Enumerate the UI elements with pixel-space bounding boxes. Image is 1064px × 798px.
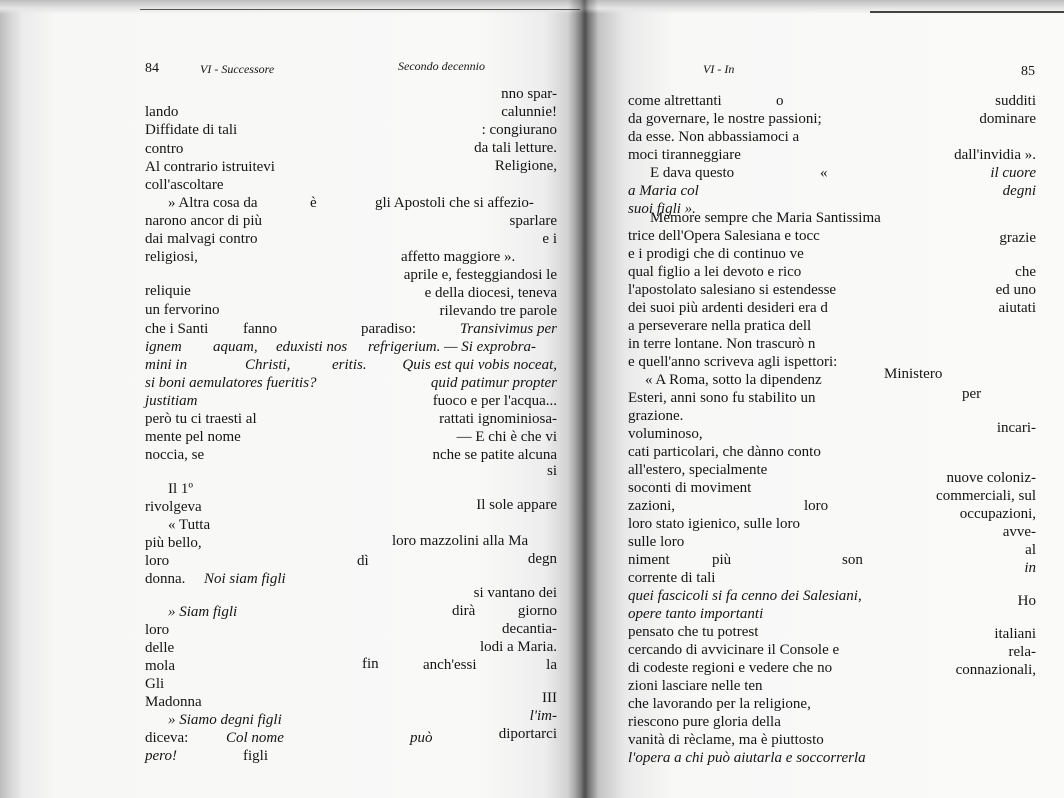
text-line: rilevando tre parole: [439, 303, 557, 319]
text-line: la: [546, 657, 557, 673]
text-line: son: [842, 552, 863, 568]
text-line: e i: [542, 231, 557, 247]
text-line: figli: [243, 748, 268, 764]
text-line: degni: [1002, 183, 1036, 199]
text-line: gli Apostoli che si affezio-: [375, 195, 534, 211]
text-line: dominare: [979, 111, 1036, 127]
text-line: rivolgeva: [145, 499, 202, 515]
text-line: eduxisti nos: [276, 339, 348, 355]
top-rule: [140, 9, 580, 10]
text-line: più: [712, 552, 732, 568]
text-line: religiosi,: [145, 249, 198, 265]
text-line: quei fascicoli si fa cenno dei Salesiani,: [628, 588, 862, 604]
text-line: da governare, le nostre passioni;: [628, 111, 822, 127]
text-line: diceva:: [145, 730, 189, 746]
right-running-head: VI - In: [703, 62, 735, 76]
text-line: loro: [145, 622, 170, 638]
text-line: occupazioni,: [959, 506, 1036, 522]
text-line: Il 1º: [168, 481, 194, 497]
text-line: dì: [357, 553, 369, 569]
text-line: di codeste regioni e vedere che no: [628, 660, 833, 676]
text-line: « Tutta: [168, 517, 211, 533]
text-line: » Siam figli: [168, 604, 238, 620]
text-line: zazioni,: [628, 498, 676, 514]
text-line: — E chi è che vi: [456, 429, 557, 445]
text-line: connazionali,: [955, 662, 1036, 678]
text-line: diportarci: [498, 726, 557, 742]
text-line: Memore sempre che Maria Santissima: [650, 210, 881, 226]
text-line: corrente di tali: [628, 570, 716, 586]
text-line: da tali letture.: [474, 140, 557, 156]
text-line: vanità di rèclame, ma è piuttosto: [628, 732, 824, 748]
text-line: nuove coloniz-: [946, 470, 1036, 486]
text-line: delle: [145, 640, 175, 656]
text-line: in terre lontane. Non trascurò n: [628, 336, 816, 352]
text-line: fuoco e per l'acqua...: [432, 393, 557, 409]
text-line: e della diocesi, teneva: [424, 285, 557, 301]
center-running-head: Secondo decennio: [398, 59, 485, 73]
book-gutter: [568, 0, 598, 798]
text-line: cercando di avvicinare il Console e: [628, 642, 840, 658]
text-line: rela-: [1008, 644, 1036, 660]
text-line: degn: [527, 551, 557, 567]
text-line: a perseverare nella pratica dell: [628, 318, 812, 334]
text-line: loro stato igienico, sulle loro: [628, 516, 801, 532]
text-line: eritis.: [332, 357, 367, 373]
text-line: pensato che tu potrest: [628, 624, 759, 640]
text-line: riescono pure gloria della: [628, 714, 781, 730]
text-line: il cuore: [990, 165, 1036, 181]
text-line: cati particolari, che dànno conto: [628, 444, 821, 460]
text-line: che i Santi: [145, 321, 209, 337]
text-line: » Altra cosa da: [168, 195, 258, 211]
text-line: loro mazzolini alla Ma: [392, 533, 529, 549]
text-line: si: [546, 463, 557, 479]
text-line: commerciali, sul: [936, 488, 1036, 504]
text-line: sulle loro: [628, 534, 685, 550]
text-line: al: [1025, 542, 1036, 558]
text-line: noccia, se: [145, 447, 205, 463]
top-rule-right: [870, 11, 1064, 13]
text-line: voluminoso,: [628, 426, 703, 442]
text-line: italiani: [994, 626, 1036, 642]
text-line: « A Roma, sotto la dipendenz: [645, 372, 822, 388]
text-line: sparlare: [509, 213, 557, 229]
text-line: moci tiranneggiare: [628, 147, 741, 163]
text-line: incari-: [996, 420, 1036, 436]
text-line: da esse. Non abbassiamoci a: [628, 129, 800, 145]
text-line: Ministero: [884, 366, 943, 382]
text-line: trice dell'Opera Salesiana e tocc: [628, 228, 820, 244]
text-line: Col nome: [226, 730, 284, 746]
text-line: lando: [145, 104, 179, 120]
text-line: «: [820, 165, 828, 181]
text-line: dei suoi più ardenti desideri era d: [628, 300, 828, 316]
text-line: refrigerium. — Si exprobra-: [368, 339, 537, 355]
text-line: giorno: [517, 603, 557, 619]
text-line: affetto maggiore ».: [401, 249, 516, 265]
text-line: contro: [145, 141, 184, 157]
text-line: l'im-: [529, 708, 557, 724]
text-line: anch'essi: [423, 657, 477, 673]
text-line: e quell'anno scriveva agli ispettori:: [628, 354, 838, 370]
text-line: : congiurano: [481, 122, 557, 138]
left-page-number: 84: [145, 61, 159, 76]
text-line: opere tanto importanti: [628, 606, 764, 622]
text-line: III: [542, 690, 557, 706]
text-line: justitiam: [145, 393, 198, 409]
page-edge-shadow: [0, 0, 22, 798]
text-line: loro: [145, 553, 170, 569]
text-line: Transivimus per: [459, 321, 557, 337]
text-line: mini in: [145, 357, 188, 373]
text-line: dall'invidia ».: [954, 147, 1036, 163]
text-line: è: [310, 195, 317, 211]
text-line: Diffidate di tali: [145, 122, 238, 138]
left-running-head: VI - Successore: [200, 62, 275, 76]
text-line: narono ancor di più: [145, 213, 263, 229]
text-line: Ho: [1017, 593, 1036, 609]
text-line: paradiso:: [361, 321, 416, 337]
text-line: E dava questo: [650, 165, 735, 181]
text-line: più bello,: [145, 535, 202, 551]
text-line: rattati ignominiosa-: [439, 411, 557, 427]
text-line: qual figlio a lei devoto e rico: [628, 264, 802, 280]
text-line: l'opera a chi può aiutarla e soccorrerla: [628, 750, 866, 766]
text-line: coll'ascoltare: [145, 177, 224, 193]
text-line: però tu ci traesti al: [145, 411, 257, 427]
text-line: donna.: [145, 571, 186, 587]
text-line: calunnie!: [501, 104, 557, 120]
text-line: reliquie: [145, 283, 191, 299]
text-line: aquam,: [213, 339, 258, 355]
text-line: fanno: [243, 321, 278, 337]
text-line: si boni aemulatores fueritis?: [145, 375, 317, 391]
text-line: ignem: [145, 339, 182, 355]
text-line: mente pel nome: [145, 429, 241, 445]
text-line: nno spar-: [501, 86, 557, 102]
text-line: Esteri, anni sono fu stabilito un: [628, 390, 816, 406]
text-line: grazione.: [628, 408, 684, 424]
text-line: aiutati: [998, 300, 1036, 316]
text-line: Religione,: [494, 158, 557, 174]
text-line: un fervorino: [145, 302, 220, 318]
text-line: come altrettanti: [628, 93, 722, 109]
text-line: Il sole appare: [476, 497, 557, 513]
text-line: dirà: [452, 603, 476, 619]
text-line: Christi,: [245, 357, 291, 373]
text-line: all'estero, specialmente: [628, 462, 768, 478]
text-line: mola: [145, 658, 175, 674]
text-line: Al contrario istruitevi: [145, 159, 275, 175]
text-line: niment: [628, 552, 670, 568]
text-line: che lavorando per la religione,: [628, 696, 811, 712]
text-line: l'apostolato salesiano si estendesse: [628, 282, 837, 298]
text-line: pero!: [145, 748, 177, 764]
text-line: che: [1015, 264, 1036, 280]
text-line: quid patimur propter: [430, 375, 557, 391]
text-line: aprile e, festeggiandosi le: [403, 267, 557, 283]
right-page-number: 85: [1021, 64, 1035, 79]
text-line: Gli: [145, 676, 165, 692]
text-line: avve-: [1002, 524, 1036, 540]
text-line: » Siamo degni figli: [168, 712, 282, 728]
text-line: o: [776, 93, 784, 109]
text-line: suoi figli ».: [628, 201, 696, 217]
text-line: loro: [804, 498, 829, 514]
text-line: può: [410, 730, 433, 746]
text-line: decantia-: [502, 621, 557, 637]
text-line: dai malvagi contro: [145, 231, 258, 247]
text-line: soconti di moviment: [628, 480, 752, 496]
text-line: zioni lasciare nelle ten: [628, 678, 763, 694]
text-line: e i prodigi che di continuo ve: [628, 246, 804, 262]
text-line: Noi siam figli: [204, 571, 286, 587]
text-line: in: [1024, 560, 1036, 576]
text-line: nche se patite alcuna: [432, 447, 557, 463]
text-line: a Maria col: [628, 183, 699, 199]
text-line: grazie: [999, 230, 1036, 246]
text-line: si vantano dei: [473, 585, 557, 601]
text-line: ed uno: [995, 282, 1036, 298]
text-line: sudditi: [995, 93, 1036, 109]
text-line: Quis est qui vobis noceat,: [402, 357, 557, 373]
text-line: fin: [362, 656, 379, 672]
text-line: lodi a Maria.: [479, 639, 557, 655]
text-line: Madonna: [145, 694, 202, 710]
text-line: per: [962, 386, 982, 402]
